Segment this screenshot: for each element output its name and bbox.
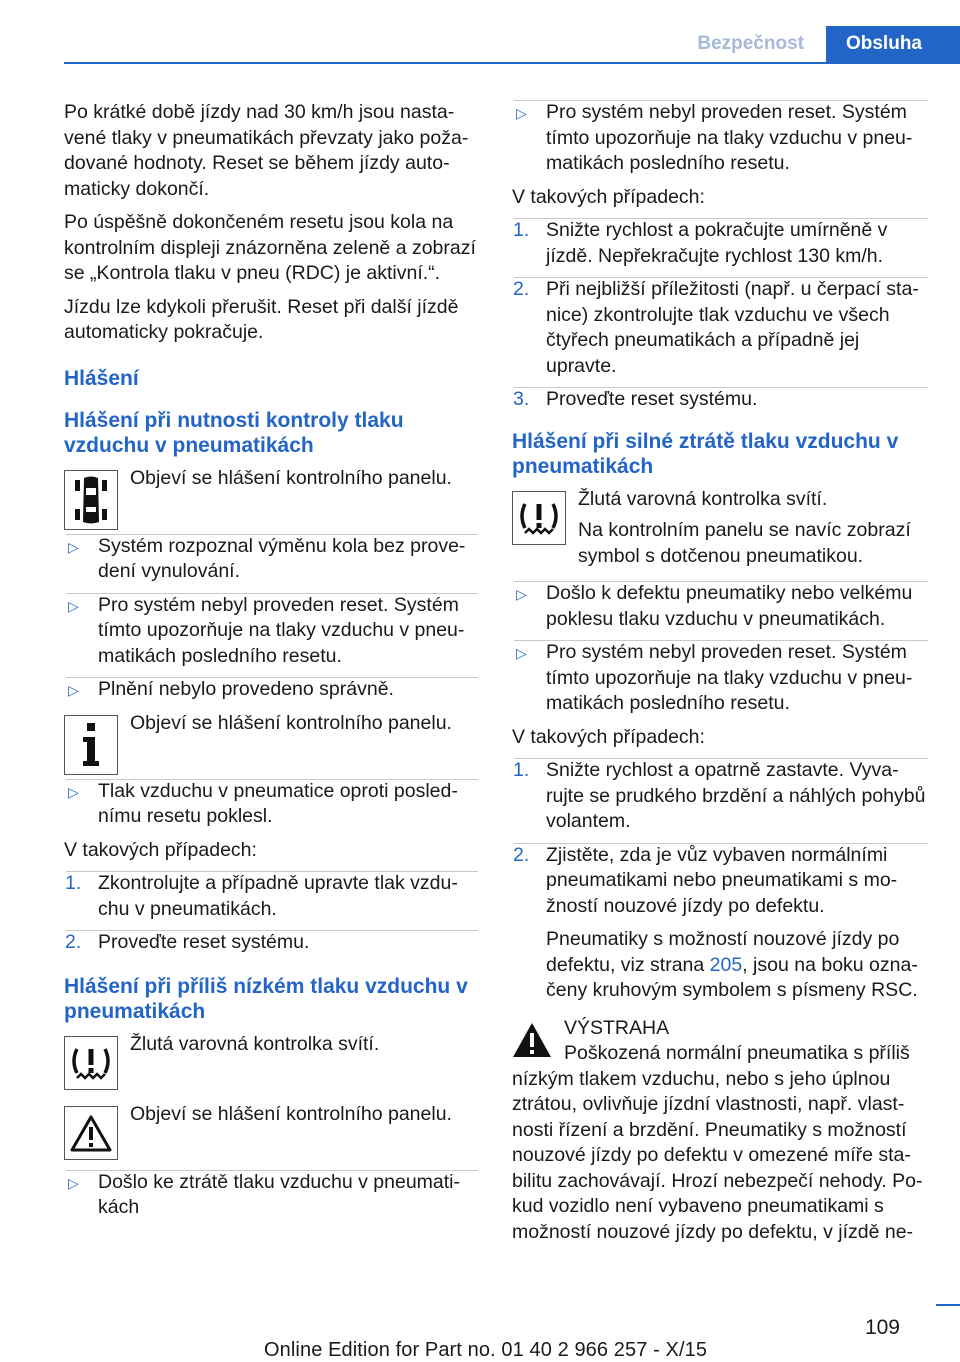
triangle-bullet-icon: ▷ [516, 586, 527, 602]
page-link[interactable]: 205 [709, 953, 743, 976]
tab-operation[interactable]: Obsluha [826, 26, 960, 62]
icon-message-block [64, 466, 478, 522]
tire-pressure-warning-icon [512, 491, 566, 545]
subsection-heading-strong: Hlášení při silné ztrátě tlaku vzduchu v pneumatikách [512, 429, 899, 478]
tab-safety[interactable]: Bezpečnost [697, 33, 804, 54]
left-column [64, 100, 478, 1229]
triangle-bullet-icon: ▷ [68, 682, 79, 698]
tire-pressure-warning-icon [64, 1036, 118, 1090]
page-number: 109 [864, 1316, 900, 1339]
paragraph: Po úspěšně dokončeném resetu jsou kola na kontrolním displeji znázorněna zeleně a zobrazí se „Kontrola tlaku v pneu (RDC) je aktivní.“. [64, 211, 476, 284]
message-text: Žlutá varovná kontrolka svítí. [130, 1032, 380, 1055]
message-text: Objeví se hlášení kontrolního panelu. [130, 466, 452, 489]
triangle-bullet-icon: ▷ [68, 538, 79, 555]
list-item: 1. Snižte rychlost a opatrně zastavte. Vyvarujte se prudkého brzdění a náhlých pohybů volantem. [512, 758, 928, 835]
rsc-note: Pneumatiky s možností nouzové jízdy po defektu, viz strana 205, jsou na boku označeny kruhovým symbolem s písmeny RSC. [546, 928, 918, 1001]
header-tabs [675, 26, 960, 62]
list-item: 2. Proveďte reset systému. [64, 930, 478, 956]
footer-rule [936, 1304, 960, 1306]
paragraph: V takových případech: [512, 725, 705, 748]
list-item: ▷ Tlak vzduchu v pneumatice oproti poslednímu resetu poklesl. [64, 779, 478, 830]
triangle-bullet-icon: ▷ [516, 645, 527, 661]
list-item: ▷ Došlo ke ztrátě tlaku vzduchu v pneumatikách [64, 1170, 478, 1221]
list-item: 3. Proveďte reset systému. [512, 387, 928, 413]
icon-message-block [64, 1032, 478, 1088]
tire-pressure-car-icon [64, 470, 118, 530]
list-item: 2. Zjistěte, zda je vůz vybaven normálními pneumatikami nebo pneumatikami s možností nouzové jízdy po defektu. [512, 843, 928, 920]
message-text: Žlutá varovná kontrolka svítí. [578, 487, 828, 510]
triangle-bullet-icon: ▷ [68, 597, 79, 614]
warning-triangle-icon [64, 1106, 118, 1160]
list-item: ▷ Systém rozpoznal výměnu kola bez provedení vynulování. [64, 534, 478, 585]
paragraph: Jízdu lze kdykoli přerušit. Reset při další jízdě automaticky pokračuje. [64, 295, 459, 343]
right-column [512, 100, 928, 1245]
list-item: ▷ Pro systém nebyl proveden reset. Systém tímto upozorňuje na tlaky vzduchu v pneumatikách posledního resetu. [512, 640, 928, 717]
triangle-bullet-icon: ▷ [68, 1174, 79, 1191]
message-text: Objeví se hlášení kontrolního panelu. [130, 1102, 452, 1125]
list-item: ▷ Pro systém nebyl proveden reset. Systém tímto upozorňuje na tlaky vzduchu v pneumatikách posledního resetu. [64, 593, 478, 670]
section-heading-messages: Hlášení [64, 366, 139, 390]
subsection-heading-check: Hlášení při nutnosti kontroly tlaku vzduchu v pneumatikách [64, 408, 404, 457]
triangle-bullet-icon: ▷ [68, 783, 79, 800]
paragraph: V takových případech: [512, 185, 705, 208]
icon-message-block [64, 711, 478, 767]
edition-footer: Online Edition for Part no. 01 40 2 966 257 - X/15 [264, 1339, 708, 1361]
icon-message-block [64, 1102, 478, 1158]
subsection-heading-low: Hlášení při příliš nízkém tlaku vzduchu v pneumatikách [64, 974, 468, 1023]
list-item: 2. Při nejbližší příležitosti (např. u čerpací stanice) zkontrolujte tlak vzduchu ve všech čtyřech pneumatikách a případně jej upravte. [512, 277, 928, 379]
list-item: ▷ Pro systém nebyl proveden reset. Systém tímto upozorňuje na tlaky vzduchu v pneumatikách posledního resetu. [512, 100, 928, 177]
header-rule [64, 62, 960, 64]
icon-message-block [512, 487, 928, 570]
triangle-bullet-icon: ▷ [516, 105, 527, 121]
list-item: 1. Snižte rychlost a pokračujte umírněně v jízdě. Nepřekračujte rychlost 130 km/h. [512, 218, 928, 269]
list-item: 1. Zkontrolujte a případně upravte tlak vzduchu v pneumatikách. [64, 871, 478, 922]
list-item: ▷ Došlo k defektu pneumatiky nebo velkému poklesu tlaku vzduchu v pneumatikách. [512, 581, 928, 632]
warning-icon [512, 1022, 552, 1058]
list-item: ▷ Plnění nebylo provedeno správně. [64, 677, 478, 703]
paragraph: Po krátké době jízdy nad 30 km/h jsou nastavené tlaky v pneumatikách převzaty jako požadované hodnoty. Reset se během jízdy automaticky dokončí. [64, 101, 469, 200]
warning-box [512, 1016, 928, 1246]
message-text: Na kontrolním panelu se navíc zobrazí symbol s dotčenou pneumatikou. [578, 519, 911, 567]
message-text: Objeví se hlášení kontrolního panelu. [130, 711, 452, 734]
warning-title: VÝSTRAHA [564, 1016, 670, 1039]
paragraph: V takových případech: [64, 838, 257, 861]
warning-text: Poškozená normální pneumatika s příliš nízkým tlakem vzduchu, nebo s jeho úplnou ztrátou, ovlivňuje jízdní vlastnosti, např. vlastnosti řízení a brzdění. Pneumatiky s možností nouzové jízdy po defektu v omezené míře stabilitu zachovávají. Hrozí nebezpečí nehody. Pokud vozidlo není vybaveno pneumatikami s možností nouzové jízdy po defektu, v jízdě ne- [512, 1042, 923, 1243]
info-icon [64, 715, 118, 775]
